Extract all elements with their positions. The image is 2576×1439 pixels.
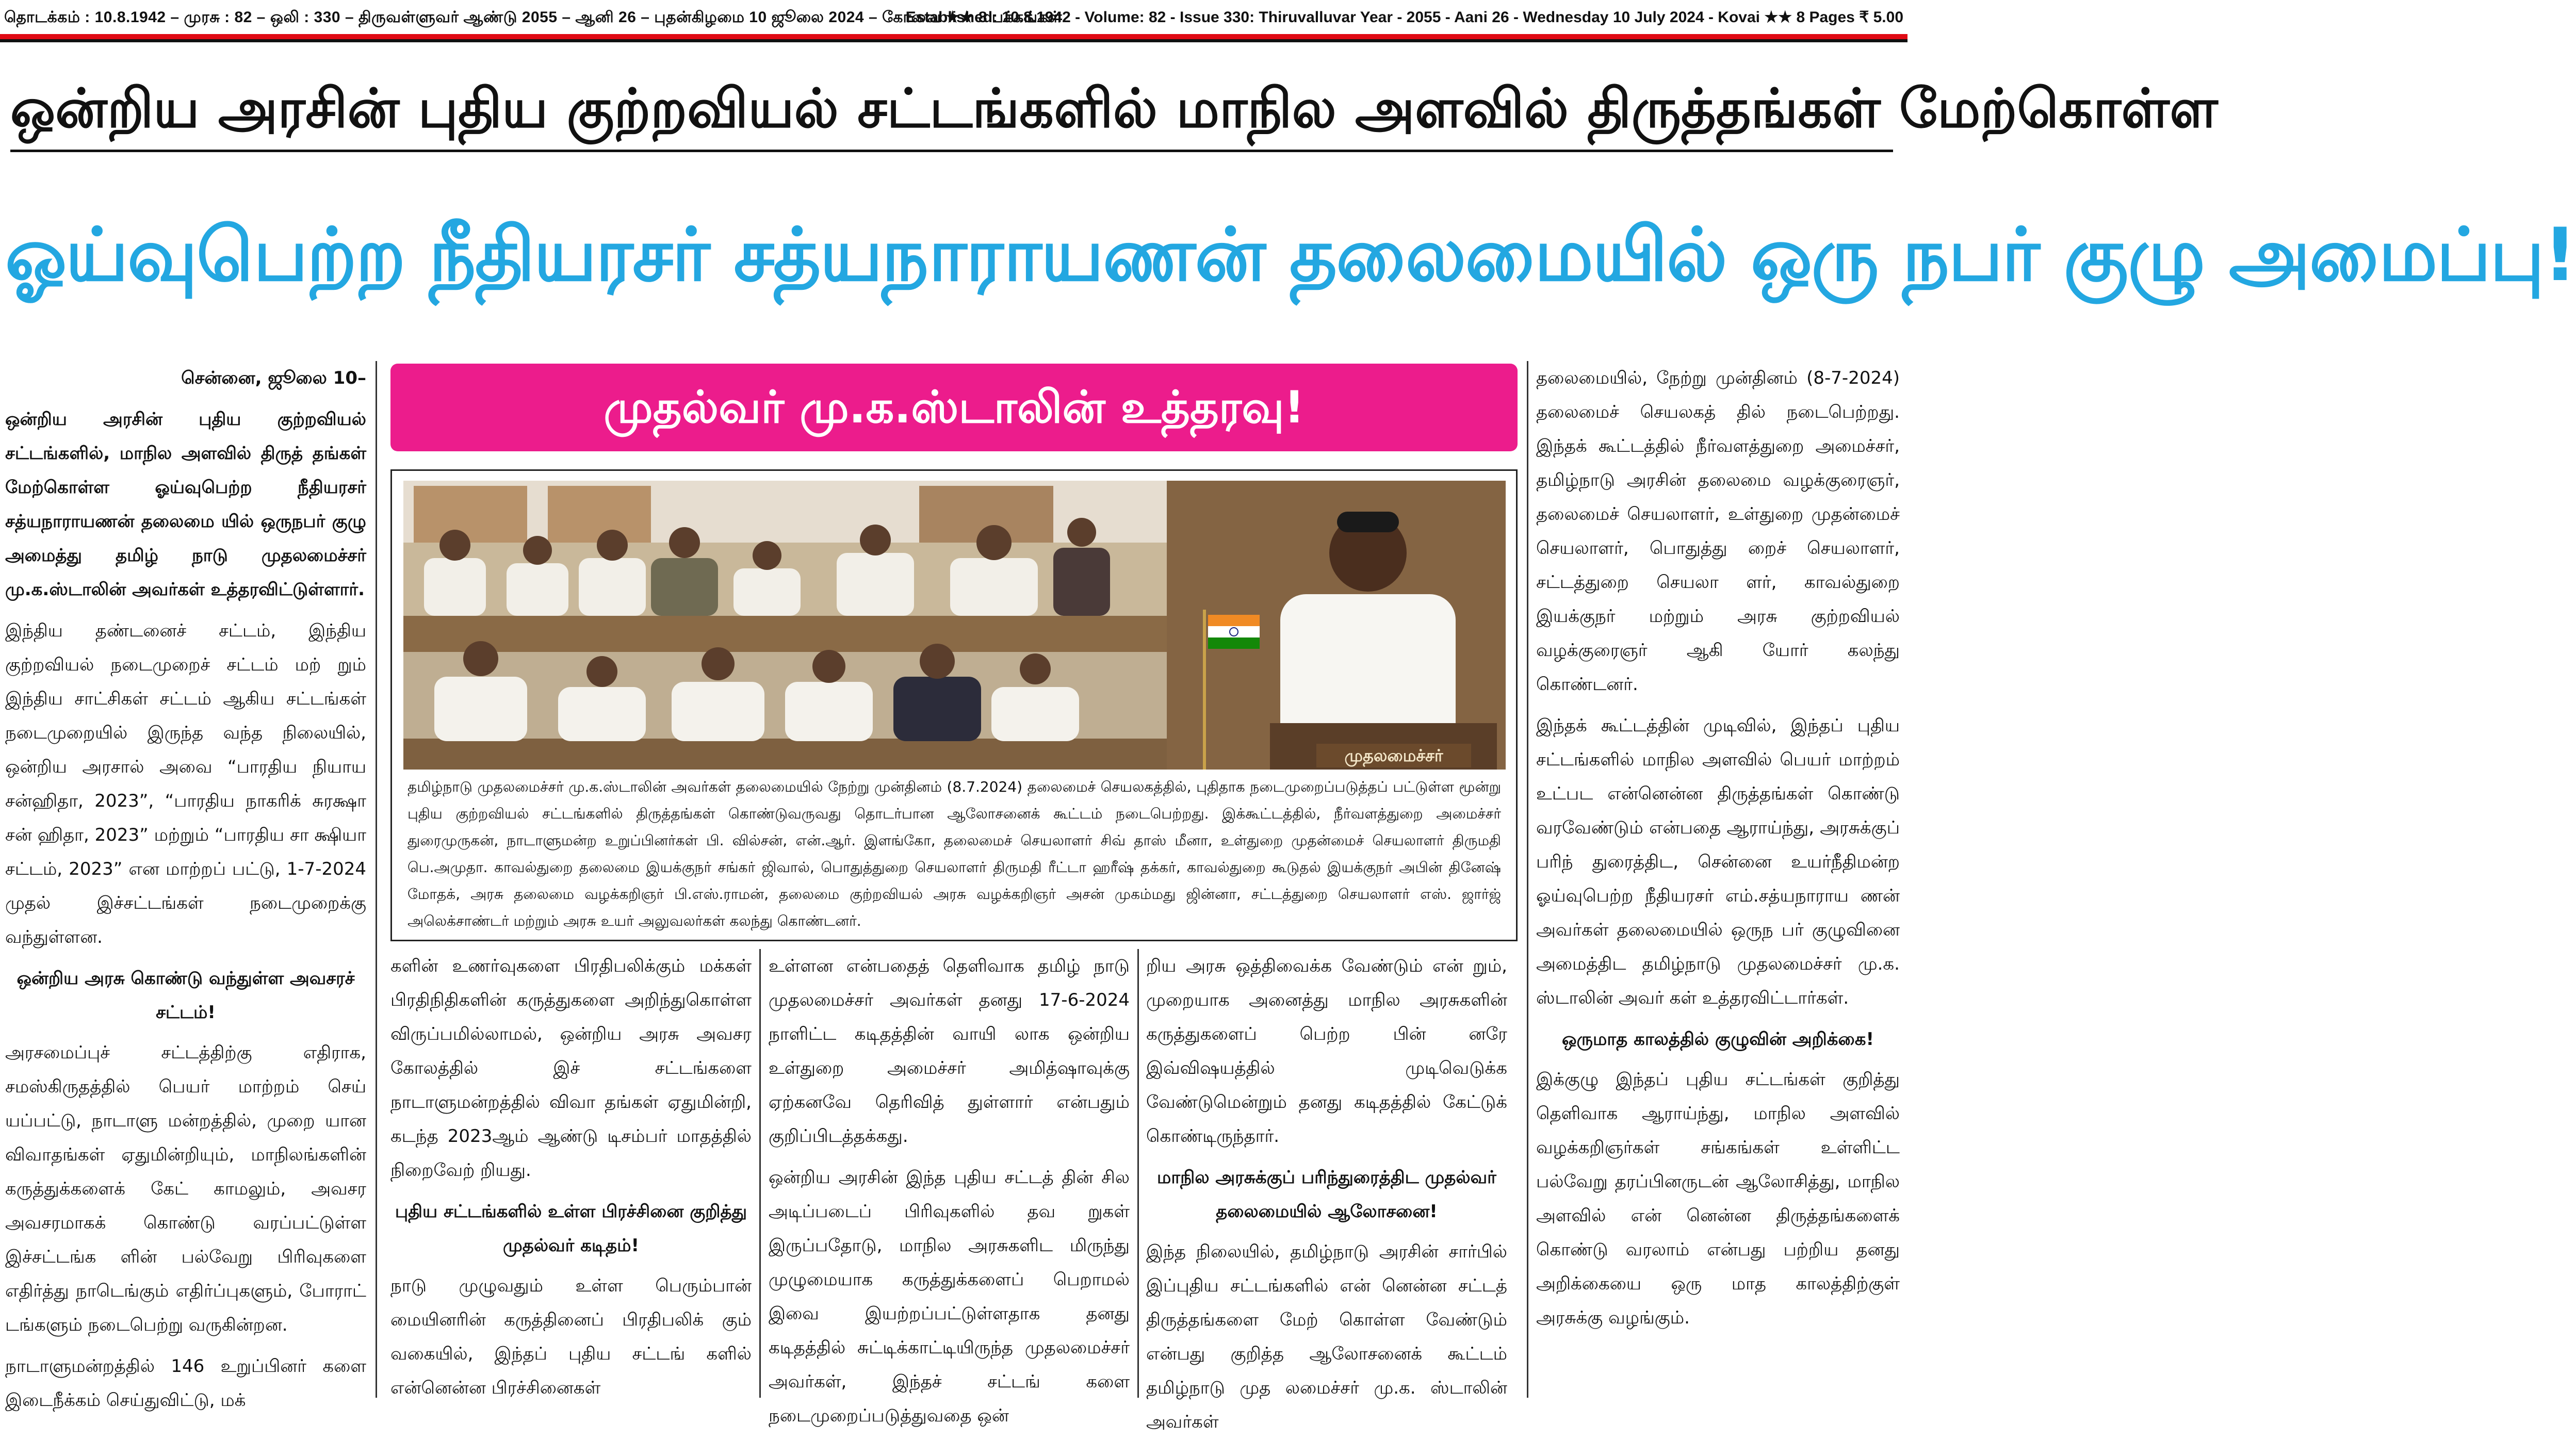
article-column-3 <box>769 949 1130 1426</box>
paragraph: தலைமையில், நேற்று முன்தினம் (8-7-2024) தலைமைச் செயலகத் தில் நடைபெற்றது. இந்தக் கூட்டத்தில் நீர்வளத்துறை அமைச்சர், தமிழ்நாடு அரசின் தலைமை வழக்குரைஞர், தலைமைச் செயலாளர், உள்துறை முதன்மைச் செயலாளர், பொதுத்து றைச் செயலாளர், சட்டத்துறை செயலா ளர், காவல்துறை இயக்குநர் மற்றும் அரசு குற்றவியல் வழக்குரைஞர் ஆகி யோர் கலந்து கொண்டனர். <box>1536 368 1900 695</box>
column-divider <box>1137 949 1139 1398</box>
paragraph: உள்ளன என்பதைத் தெளிவாக தமிழ் நாடு முதலமைச்சர் அவர்கள் தனது 17-6-2024 நாளிட்ட கடிதத்தின் வாயி லாக ஒன்றிய உள்துறை அமைச்சர் அமித்ஷாவுக்கு ஏற்கனவே தெரிவித் துள்ளார் என்பதும் குறிப்பிடத்தக்கது. <box>769 956 1130 1147</box>
paragraph: களின் உணர்வுகளை பிரதிபலிக்கும் மக்கள் பிரதிநிதிகளின் கருத்துகளை அறிந்துகொள்ள விருப்பமில்லாமல், ஒன்றிய அரசு அவசர கோலத்தில் இச் சட்டங்களை நாடாளுமன்றத்தில் விவா தங்கள் ஏதுமின்றி, கடந்த 2023ஆம் ஆண்டு டிசம்பர் மாதத்தில் நிறைவேற் றியது. <box>390 956 752 1181</box>
main-headline: ஓய்வுபெற்ற நீதியரசர் சத்யநாராயணன் தலைமையில் ஒரு நபர் குழு அமைப்பு! <box>5 212 2576 298</box>
paragraph: றிய அரசு ஒத்திவைக்க வேண்டும் என் றும், முறையாக அனைத்து மாநில அரசுகளின் கருத்துகளைப் பெற்ற பின் னரே இவ்விஷயத்தில் முடிவெடுக்க வேண்டுமென்றும் தனது கடிதத்தில் கேட்டுக் கொண்டிருந்தார். <box>1146 956 1507 1147</box>
paragraph: இந்த நிலையில், தமிழ்நாடு அரசின் சார்பில் இப்புதிய சட்டங்களில் என் னென்ன சட்டத் திருத்தங்களை மேற் கொள்ள வேண்டும் என்பது குறித்த ஆலோசனைக் கூட்டம் தமிழ்நாடு முத லமைச்சர் மு.க. ஸ்டாலின் அவர்கள் <box>1146 1241 1507 1432</box>
column-divider <box>376 361 377 1398</box>
masthead-english-line: Established: 10.8.1942 - Volume: 82 - Issue 330: Thiruvalluvar Year - 2055 - Aani 26 - Wednesday 10 July 2024 - Kovai ★★ 8 Pages ₹ 5.00 <box>905 9 1903 26</box>
subheading: மாநில அரசுக்குப் பரிந்துரைத்திட முதல்வர் தலைமையில் ஆலோசனை! <box>1157 1167 1496 1222</box>
article-column-4 <box>1146 949 1507 1432</box>
masthead-red-rule <box>0 34 1907 39</box>
column-divider <box>1527 361 1528 1398</box>
subheading: ஒன்றிய அரசு கொண்டு வந்துள்ள அவசரச் சட்டம்! <box>17 968 355 1023</box>
paragraph: இக்குழு இந்தப் புதிய சட்டங்கள் குறித்து தெளிவாக ஆராய்ந்து, மாநில அளவில் வழக்கறிஞர்கள் சங்கங்கள் உள்ளிட்ட பல்வேறு தரப்பினருடன் ஆலோசித்து, மாநில அளவில் என் னென்ன திருத்தங்களைக் கொண்டு வரலாம் என்பது பற்றிய தனது அறிக்கையை ஒரு மாத காலத்திற்குள் அரசுக்கு வழங்கும். <box>1536 1069 1900 1328</box>
paragraph: நாடு முழுவதும் உள்ள பெரும்பான் மையினரின் கருத்தினைப் பிரதிபலிக் கும் வகையில், இந்தப் புதிய சட்டங் களில் என்னென்ன பிரச்சினைகள் <box>390 1276 752 1398</box>
kicker-headline: ஒன்றிய அரசின் புதிய குற்றவியல் சட்டங்களில் மாநில அளவில் திருத்தங்கள் மேற்கொள்ள <box>10 77 2218 140</box>
paragraph: அரசமைப்புச் சட்டத்திற்கு எதிராக, சமஸ்கிருதத்தில் பெயர் மாற்றம் செய் யப்பட்டு, நாடாளு மன்றத்தில், முறை யான விவாதங்கள் ஏதுமின்றியும், மாநிலங்களின் கருத்துக்களைக் கேட் காமலும், அவசர அவசரமாகக் கொண்டு வரப்பட்டுள்ள இச்சட்டங்க ளின் பல்வேறு பிரிவுகளை எதிர்த்து நாடெங்கும் எதிர்ப்புகளும், போராட் டங்களும் நடைபெற்று வருகின்றன. <box>5 1042 366 1335</box>
masthead <box>0 0 1907 35</box>
paragraph: இந்தக் கூட்டத்தின் முடிவில், இந்தப் புதிய சட்டங்களில் மாநில அளவில் பெயர் மாற்றம் உட்பட என்னென்ன திருத்தங்கள் கொண்டு வரவேண்டும் என்பதை ஆராய்ந்து, அரசுக்குப் பரிந் துரைத்திட, சென்னை உயர்நீதிமன்ற ஓய்வுபெற்ற நீதியரசர் எம்.சத்யநாராய ணன் அவர்கள் தலைமையில் ஒருந பர் குழுவினை அமைத்திட தமிழ்நாடு முதலமைச்சர் மு.க. ஸ்டாலின் அவர் கள் உத்தரவிட்டார்கள். <box>1536 715 1900 1008</box>
nameplate: முதலமைச்சர் <box>1316 744 1471 767</box>
article-column-1 <box>5 361 366 1411</box>
subheading: ஒருமாத காலத்தில் குழுவின் அறிக்கை! <box>1562 1029 1874 1050</box>
article-column-2 <box>390 949 752 1398</box>
photo-caption: தமிழ்நாடு முதலமைச்சர் மு.க.ஸ்டாலின் அவர்கள் தலைமையில் நேற்று முன்தினம் (8.7.2024) தலைமைச் செயலகத்தில், புதிதாக நடைமுறைப்படுத்தப் பட்டுள்ள மூன்று புதிய குற்றவியல் சட்டங்களில் திருத்தங்கள் கொண்டுவருவது தொடர்பான ஆலோசனைக் கூட்டம் நடைபெற்றது. இக்கூட்டத்தில், நீர்வளத்துறை அமைச்சர் துரைமுருகன், நாடாளுமன்ற உறுப்பினர்கள் பி. வில்சன், என்.ஆர். இளங்கோ, தலைமைச் செயலாளர் சிவ் தாஸ் மீனா, உள்துறை முதன்மைச் செயலாளர் திருமதி பெ.அமுதா. காவல்துறை தலைமை இயக்குநர் சங்கர் ஜிவால், பொதுத்துறை செயலாளர் திருமதி ரீட்டா ஹரீஷ் தக்கர், காவல்துறை கூடுதல் இயக்குநர் அபின் தினேஷ் மோதக், அரசு தலைமை வழக்கறிஞர் பி.எஸ்.ராமன், தலைமை குற்றவியல் அரசு வழக்கறிஞர் அசன் முகம்மது ஜின்னா, சட்டத்துறை செயலாளர் எஸ். ஜார்ஜ் அலெக்சாண்டர் மற்றும் அரசு உயர் அலுவலர்கள் கலந்து கொண்டனர். <box>407 778 1502 929</box>
paragraph: நாடாளுமன்றத்தில் 146 உறுப்பினர் களை இடைநீக்கம் செய்துவிட்டு, மக் <box>5 1356 366 1411</box>
paragraph: இந்திய தண்டனைச் சட்டம், இந்திய குற்றவியல் நடைமுறைச் சட்டம் மற் றும் இந்திய சாட்சிகள் சட்டம் ஆகிய சட்டங்கள் நடைமுறையில் இருந்த வந்த நிலையில், ஒன்றிய அரசால் அவை “பாரதிய நியாய சன்ஹிதா, 2023”, “பாரதிய நாகரிக் சுரக்ஷா சன் ஹிதா, 2023” மற்றும் “பாரதிய சா க்ஷியா சட்டம், 2023” என மாற்றப் பட்டு, 1-7-2024 முதல் இச்சட்டங்கள் நடைமுறைக்கு வந்துள்ளன. <box>5 620 366 947</box>
masthead-tamil-line: தொடக்கம் : 10.8.1942 – முரசு : 82 – ஒலி : 330 – திருவள்ளுவர் ஆண்டு 2055 – ஆனி 26 – புதன்கிழமை 10 ஜூலை 2024 – கோவை ★★ 8 பக்கங்கள் <box>4 9 1062 26</box>
subheading: புதிய சட்டங்களில் உள்ள பிரச்சினை குறித்து முதல்வர் கடிதம்! <box>395 1201 747 1256</box>
dateline: சென்னை, ஜூலை 10– <box>181 368 366 388</box>
column-divider <box>759 949 761 1398</box>
lead-paragraph: ஒன்றிய அரசின் புதிய குற்றவியல் சட்டங்களில், மாநில அளவில் திருத் தங்கள் மேற்கொள்ள ஓய்வுபெற்ற நீதியரசர் சத்யநாராயணன் தலைமை யில் ஒருநபர் குழு அமைத்து தமிழ் நாடு முதலமைச்சர் மு.க.ஸ்டாலின் அவர்கள் உத்தரவிட்டுள்ளார். <box>5 409 366 600</box>
paragraph: ஒன்றிய அரசின் இந்த புதிய சட்டத் தின் சில அடிப்படைப் பிரிவுகளில் தவ றுகள் இருப்பதோடு, மாநில அரசுகளிட மிருந்து முழுமையாக கருத்துக்களைப் பெறாமல் இவை இயற்றப்பட்டுள்ளதாக தனது கடிதத்தில் சுட்டிக்காட்டியிருந்த முதலமைச்சர் அவர்கள், இந்தச் சட்டங் களை நடைமுறைப்படுத்துவதை ஒன் <box>769 1167 1130 1426</box>
kicker-rule <box>10 150 1893 152</box>
masthead-black-rule <box>0 39 1907 42</box>
banner-subheadline: முதல்வர் மு.க.ஸ்டாலின் உத்தரவு! <box>390 364 1518 451</box>
article-column-5 <box>1536 361 1900 1398</box>
meeting-photo <box>403 481 1506 770</box>
meeting-photo-illustration <box>403 481 1506 770</box>
